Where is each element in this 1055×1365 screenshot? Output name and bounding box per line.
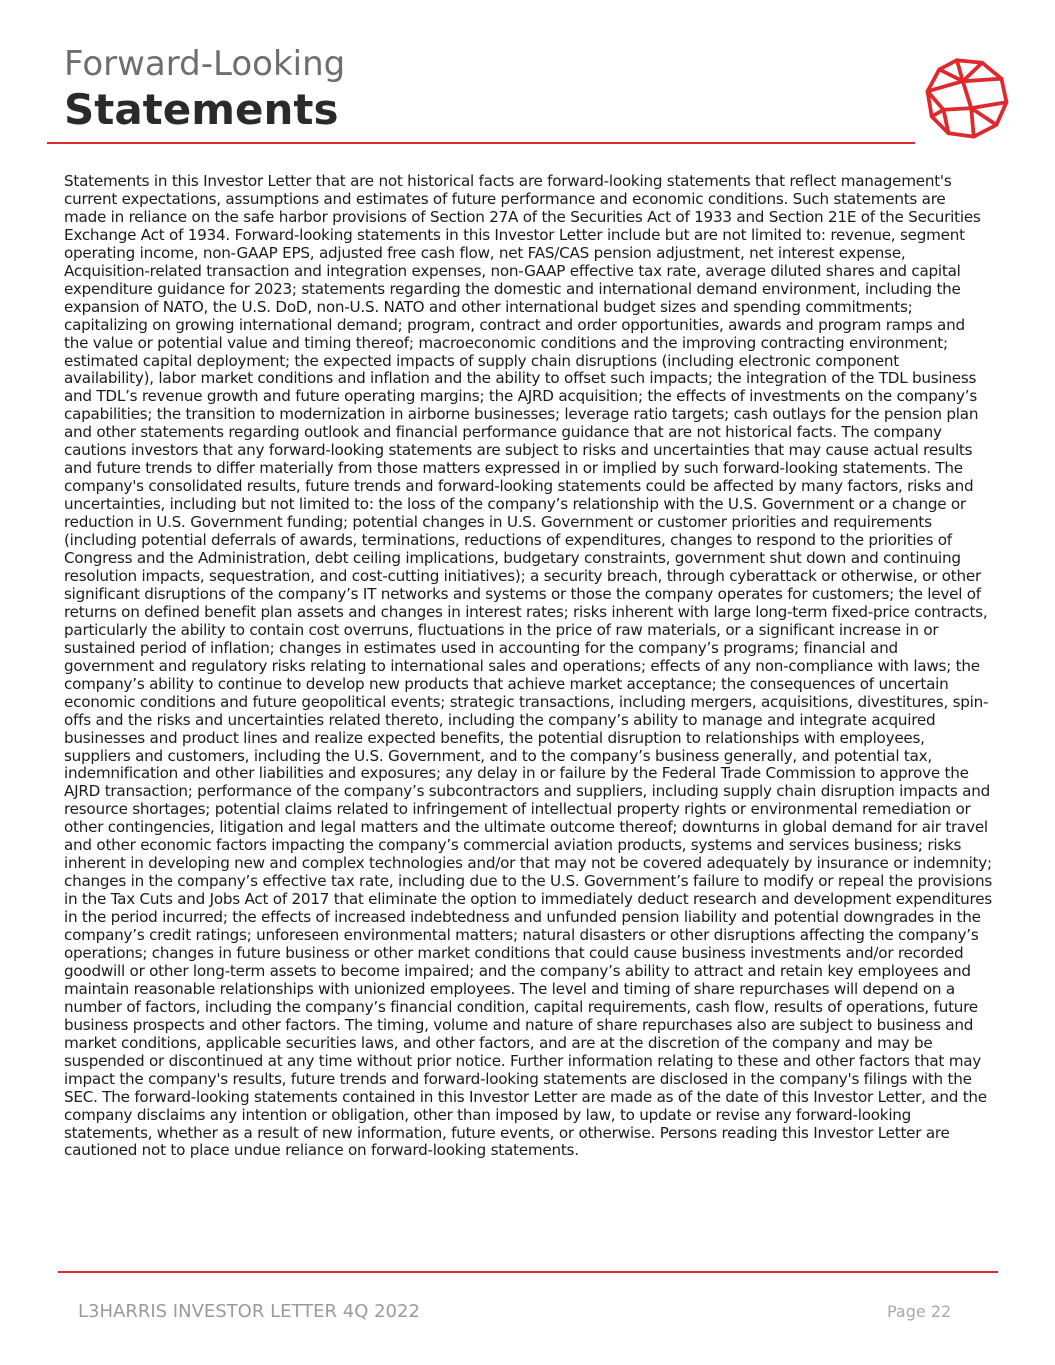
page-number: Page 22 (887, 1302, 952, 1321)
page-title: Statements (64, 85, 339, 134)
l3harris-logo-icon (925, 56, 1009, 140)
forward-looking-statements-text: Statements in this Investor Letter that are not historical facts are forward-looking statements that reflect management's current expectations, assumptions and estimates of future performance and economic conditions. Such statements are made in reliance on the safe harbor provisions of Section 27A of the Securities Act of 1933 and Section 21E of the Securities Exchange Act of 1934. Forward-looking statements in this Investor Letter include but are not limited to: revenue, segment operating income, non-GAAP EPS, adjusted free cash flow, net FAS/CAS pension adjustment, net interest expense, Acquisition-related transaction and integration expenses, non-GAAP effective tax rate, average diluted shares and capital expenditure guidance for 2023; statements regarding the domestic and international demand environment, including the expansion of NATO, the U.S. DoD, non-U.S. NATO and other international budget sizes and spending commitments; capitalizing on growing international demand; program, contract and order opportunities, awards and program ramps and the value or potential value and timing thereof; macroeconomic conditions and the improving contracting environment; estimated capital deployment; the expected impacts of supply chain disruptions (including electronic component availability), labor market conditions and inflation and the ability to offset such impacts; the integration of the TDL business and TDL’s revenue growth and future operating margins; the AJRD acquisition; the effects of investments on the company’s capabilities; the transition to modernization in airborne businesses; leverage ratio targets; cash outlays for the pension plan and other statements regarding outlook and financial performance guidance that are not historical facts. The company cautions investors that any forward-looking statements are subject to risks and uncertainties that may cause actual results and future trends to differ materially from those matters expressed in or implied by such forward-looking statements. The company's consolidated results, future trends and forward-looking statements could be affected by many factors, risks and uncertainties, including but not limited to: the loss of the company’s relationship with the U.S. Government or a change or reduction in U.S. Government funding; potential changes in U.S. Government or customer priorities and requirements (including potential deferrals of awards, terminations, reductions of expenditures, changes to respond to the priorities of Congress and the Administration, debt ceiling implications, budgetary constraints, government shut down and continuing resolution impacts, sequestration, and cost-cutting initiatives); a security breach, through cyberattack or otherwise, or other significant disruptions of the company’s IT networks and systems or those the company operates for customers; the level of returns on defined benefit plan assets and changes in interest rates; risks inherent with large long-term fixed-price contracts, particularly the ability to contain cost overruns, fluctuations in the price of raw materials, or a significant increase in or sustained period of inflation; changes in estimates used in accounting for the company’s programs; financial and government and regulatory risks relating to international sales and operations; effects of any non-compliance with laws; the company’s ability to continue to develop new products that achieve market acceptance; the consequences of uncertain economic conditions and future geopolitical events; strategic transactions, including mergers, acquisitions, divestitures, spin-offs and the risks and uncertainties related thereto, including the company’s ability to manage and integrate acquired businesses and product lines and realize expected benefits, the potential disruption to relationships with employees, suppliers and customers, including the U.S. Government, and to the company’s business generally, and potential tax, indemnification and other liabilities and exposures; any delay in or failure by the Federal Trade Commission to approve the AJRD transaction; performance of the company’s subcontractors and suppliers, including supply chain disruption impacts and resource shortages; potential claims related to infringement of intellectual property rights or environmental remediation or other contingencies, litigation and legal matters and the ultimate outcome thereof; downturns in global demand for air travel and other economic factors impacting the company’s commercial aviation products, systems and services business; risks inherent in developing new and complex technologies and/or that may not be covered adequately by insurance or indemnity; changes in the company’s effective tax rate, including due to the U.S. Government’s failure to modify or repeal the provisions in the Tax Cuts and Jobs Act of 2017 that eliminate the option to immediately deduct research and development expenditures in the period incurred; the effects of increased indebtedness and unfunded pension liability and potential downgrades in the company’s credit ratings; unforeseen environmental matters; natural disasters or other disruptions affecting the company’s operations; changes in future business or other market conditions that could cause business investments and/or recorded goodwill or other long-term assets to become impaired; and the company’s ability to attract and retain key employees and maintain reasonable relationships with unionized employees. The level and timing of share repurchases will depend on a number of factors, including the company’s financial condition, capital requirements, cash flow, results of operations, future business prospects and other factors. The timing, volume and nature of share repurchases also are subject to business and market conditions, applicable securities laws, and other factors, and are at the discretion of the company and may be suspended or discontinued at any time without prior notice. Further information relating to these and other factors that may impact the company's results, future trends and forward-looking statements are disclosed in the company's filings with the SEC. The forward-looking statements contained in this Investor Letter are made as of the date of this Investor Letter, and the company disclaims any intention or obligation, other than imposed by law, to update or revise any forward-looking statements, whether as a result of new information, future events, or otherwise. Persons reading this Investor Letter are cautioned not to place undue reliance on forward-looking statements. (64, 172, 992, 1160)
footer-document-title: L3HARRIS INVESTOR LETTER 4Q 2022 (78, 1301, 420, 1322)
page-title-line1: Forward-Looking (64, 44, 346, 84)
footer-divider (58, 1271, 998, 1273)
header-divider (47, 142, 915, 144)
